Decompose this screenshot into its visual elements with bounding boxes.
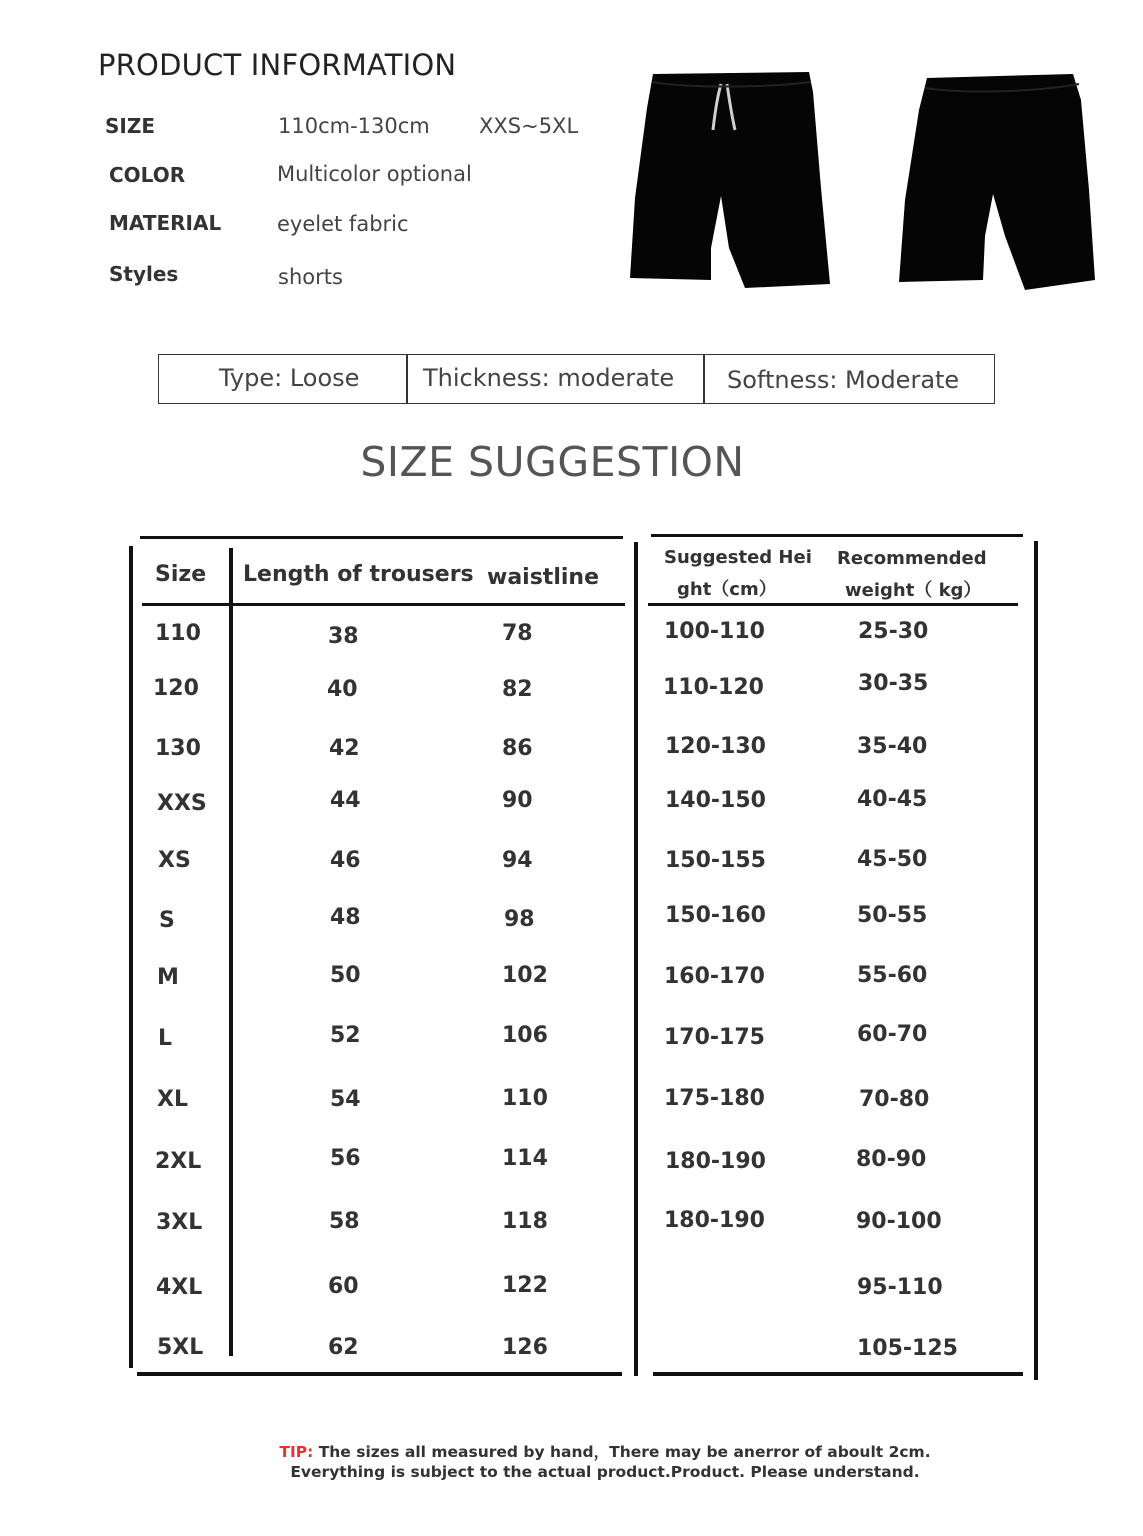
length-cell: 58 [329,1209,360,1234]
weight-cell: 35-40 [857,734,928,759]
size-cell: 120 [153,676,199,701]
waistline-cell: 78 [502,621,533,646]
left-table-top-border [140,536,623,539]
weight-cell: 90-100 [856,1209,942,1234]
weight-cell: 70-80 [859,1087,930,1112]
height-cell: 175-180 [664,1086,765,1111]
size-cell: 130 [155,736,201,761]
waistline-cell: 110 [502,1086,548,1111]
header-height-line2: ght（cm） [677,579,777,600]
thickness-attribute: Thickness: moderate [423,364,675,392]
type-attribute: Type: Loose [219,364,360,392]
size-cell: 110 [155,621,201,646]
tip-text-1: The sizes all measured by hand，There may be anerror of aboult 2cm. [318,1443,931,1461]
size-suggestion-title: SIZE SUGGESTION [360,438,745,486]
color-label: COLOR [109,163,186,187]
length-cell: 62 [328,1335,359,1360]
length-cell: 52 [330,1023,361,1048]
height-cell: 140-150 [665,788,766,813]
waistline-cell: 82 [502,677,533,702]
length-cell: 42 [329,736,360,761]
height-cell: 180-190 [665,1149,766,1174]
size-cell: 5XL [157,1335,204,1360]
header-waistline: waistline [487,565,599,590]
weight-cell: 60-70 [857,1022,928,1047]
color-value: Multicolor optional [277,162,472,186]
shorts-front-image [625,68,835,293]
material-value: eyelet fabric [277,212,409,236]
size-cell: S [159,908,175,933]
length-cell: 48 [330,905,361,930]
product-info-title: PRODUCT INFORMATION [98,48,457,82]
header-weight-line2: weight（ kg） [845,580,982,601]
header-weight-line1: Recommended [837,548,987,569]
waistline-cell: 114 [502,1146,548,1171]
size-cell: XXS [157,791,207,816]
shorts-back-image [895,70,1100,295]
height-cell: 180-190 [664,1208,765,1233]
waistline-cell: 122 [502,1273,548,1298]
right-table-bottom-border [653,1372,1023,1376]
weight-cell: 95-110 [857,1275,943,1300]
styles-value: shorts [278,265,343,289]
size-cell: M [157,965,179,990]
tip-label: TIP: [279,1443,314,1461]
size-value: 110cm-130cm [278,114,430,138]
weight-cell: 25-30 [858,619,929,644]
waistline-cell: 90 [502,788,533,813]
waistline-cell: 94 [502,848,533,873]
size-cell: L [158,1026,173,1051]
waistline-cell: 102 [502,963,548,988]
waistline-cell: 86 [502,736,533,761]
height-cell: 170-175 [664,1025,765,1050]
right-table-right-border [1034,541,1038,1380]
weight-cell: 55-60 [857,963,928,988]
size-label: SIZE [105,114,156,138]
weight-cell: 40-45 [857,787,928,812]
weight-cell: 105-125 [857,1336,958,1361]
length-cell: 40 [327,677,358,702]
waistline-cell: 118 [502,1209,548,1234]
weight-cell: 30-35 [858,671,929,696]
size-cell: XL [157,1087,188,1112]
height-cell: 100-110 [664,619,765,644]
table-center-divider [634,542,638,1376]
left-table-bottom-border [137,1372,622,1376]
header-size: Size [155,562,207,587]
length-cell: 54 [330,1087,361,1112]
size-range-value: XXS~5XL [479,114,579,138]
height-cell: 160-170 [664,964,765,989]
size-cell: 2XL [155,1149,202,1174]
weight-cell: 80-90 [856,1147,927,1172]
left-table-left-border [129,546,133,1368]
size-cell: XS [158,848,191,873]
waistline-cell: 98 [504,907,535,932]
tip-line-2: Everything is subject to the actual product.Product. Please understand. [290,1463,920,1481]
left-table-header-line [142,603,625,606]
length-cell: 38 [328,624,359,649]
weight-cell: 50-55 [857,903,928,928]
right-table-header-line [648,603,1018,606]
length-cell: 60 [328,1274,359,1299]
height-cell: 120-130 [665,734,766,759]
header-height-line1: Suggested Hei [664,547,812,568]
tip-line-1 [0,1440,1143,1462]
weight-cell: 45-50 [857,847,928,872]
height-cell: 150-160 [665,903,766,928]
waistline-cell: 106 [502,1023,548,1048]
right-table-top-border [651,534,1023,537]
length-cell: 46 [330,848,361,873]
length-cell: 56 [330,1146,361,1171]
length-cell: 50 [330,963,361,988]
height-cell: 110-120 [663,675,764,700]
styles-label: Styles [109,262,179,286]
header-length: Length of trousers [243,562,474,587]
height-cell: 150-155 [665,848,766,873]
size-cell: 3XL [156,1210,203,1235]
size-cell: 4XL [156,1275,203,1300]
left-table-divider [229,548,233,1356]
waistline-cell: 126 [502,1335,548,1360]
material-label: MATERIAL [109,211,222,235]
length-cell: 44 [330,788,361,813]
softness-attribute: Softness: Moderate [727,366,960,394]
